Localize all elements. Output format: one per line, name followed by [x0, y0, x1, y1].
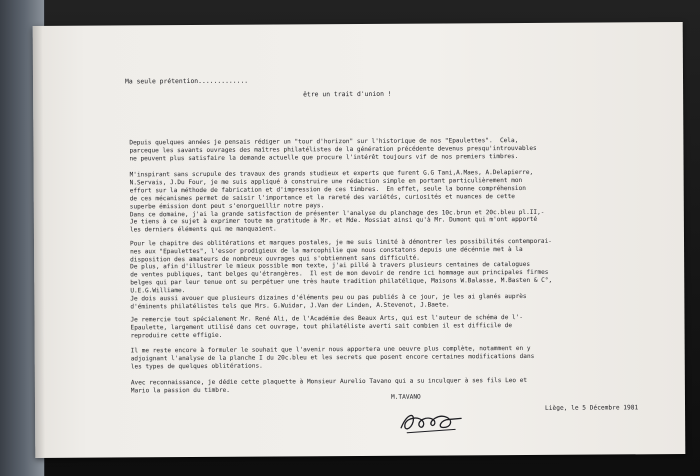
letter-line: de ventes publiques, tant belges qu'étrangères. Il est de mon devoir de rendre ici hommage aux principales firmes [130, 268, 549, 279]
letter-line: Je tiens à ce sujet à exprimer toute ma gratitude à Mr. et Mde. Mossiat ainsi qu'à Mr. Dumont qui m'ont apporté [129, 216, 538, 226]
letter-line: parceque les savants ouvrages des maîtres philatélistes de la génération précédente devenus presqu'introuvables [129, 144, 537, 155]
letter-line: De plus, afin d'illustrer le mieux possible mon texte, j'ai pillé à travers plusieurs centaines de catalogues [130, 260, 531, 271]
letter-line: Dans ce domaine, j'ai la grande satisfaction de présenter l'analyse du planchage des 10c.brun et 20c.bleu pl.II,- [129, 208, 545, 218]
subtitle: être un trait d'union ! [303, 89, 392, 99]
letter-line: adjoignant l'analyse de la planche I du 20c.bleu et les secrets que posent encore certaines modifications dans [130, 352, 535, 363]
letter-line: Mario la passion du timbre. [130, 386, 230, 395]
letter-page [33, 22, 686, 458]
letter-line: Il me reste encore à formuler le souhait que l'avenir nous apportera une oeuvre plus complète, notamment en y [130, 344, 531, 355]
letter-line: superbe émission dont peut s'enorgueillir notre pays. [129, 201, 325, 210]
letter-line: les derniers éléments qui me manquaient. [129, 225, 277, 234]
letter-line: Je remercie tout spécialement Mr. René Ali, de l'Académie des Beaux Arts, qui est l'auteur de schéma de l'- [130, 313, 524, 324]
letter-line: U.E.G.Williame. [130, 286, 186, 295]
letter-line: les types de quelques oblitérations. [130, 362, 263, 371]
letter-line: de ces mécanismes permet de saisir l'importance et la rareté des variétés, curiosités et nuances de cette [129, 192, 515, 203]
salutation: Ma seule prétention............. [125, 76, 249, 86]
handwritten-signature [397, 405, 465, 435]
letter-line: Pour le chapitre des oblitérations et marques postales, je me suis limité à démontrer les possibilités contemporai- [129, 237, 552, 248]
letter-line: effort sur la méthode de fabrication et d'impression de ces timbres. En effet, seule la bonne compréhension [129, 184, 526, 195]
letter-line: d'éminents philatélistes tels que Mrs. G.Wuidar, J.Van der Linden, A.Stevenot, J.Baete. [130, 300, 450, 310]
letter-line: N.Servais, J.Du Four, je me suis appliqué à construire une rédaction simple en portant particulièrement mon [129, 176, 523, 187]
letter-line: Depuis quelques années je pensais rédiger un "tour d'horizon" sur l'historique de nos "Epaulettes". Cela, [129, 137, 519, 147]
signature-name: M.TAVANO [390, 393, 421, 401]
letter-line: disposition des amateurs de nombreux ouvrages qui s'obtiennent sans difficulté. [130, 254, 420, 264]
letter-line: belges qui par leur tenue ont su perpétuer une très haute tradition philatélique, Maisons W.Balasse, M.Basten & C°, [130, 276, 553, 287]
letter-text [33, 22, 686, 458]
letter-line: nes aux "Epaulettes", l'essor prodigieux de la marcophilie que nous constatons depuis une décénnie met à la [130, 245, 523, 256]
place-and-date: Liège, le 5 Décembre 1981 [545, 404, 639, 412]
letter-line: reproduire cette effigie. [130, 331, 223, 340]
letter-line: M'inspirant sans scrupule des travaux des grands studieux et experts que furent G.G Tani,A.Maes, A.Delapierre, [129, 168, 534, 179]
letter-line: Epaulette, largement utilisé dans cet ouvrage, tout philatéliste averti sait combien il est difficile de [130, 321, 513, 332]
letter-line: Je dois aussi avouer que plusieurs dizaines d'éléments peu ou pas publiés à ce jour, je les ai glanés auprès [130, 292, 527, 302]
letter-line: ne peuvent plus satisfaire la demande actuelle que procure l'intérêt toujours vif de nos premiers timbres. [129, 152, 519, 163]
letter-line: Avec reconnaissance, je dédie cette plaquette à Monsieur Aurelio Tavano qui a su inculquer à ses fils Leo et [130, 376, 528, 387]
